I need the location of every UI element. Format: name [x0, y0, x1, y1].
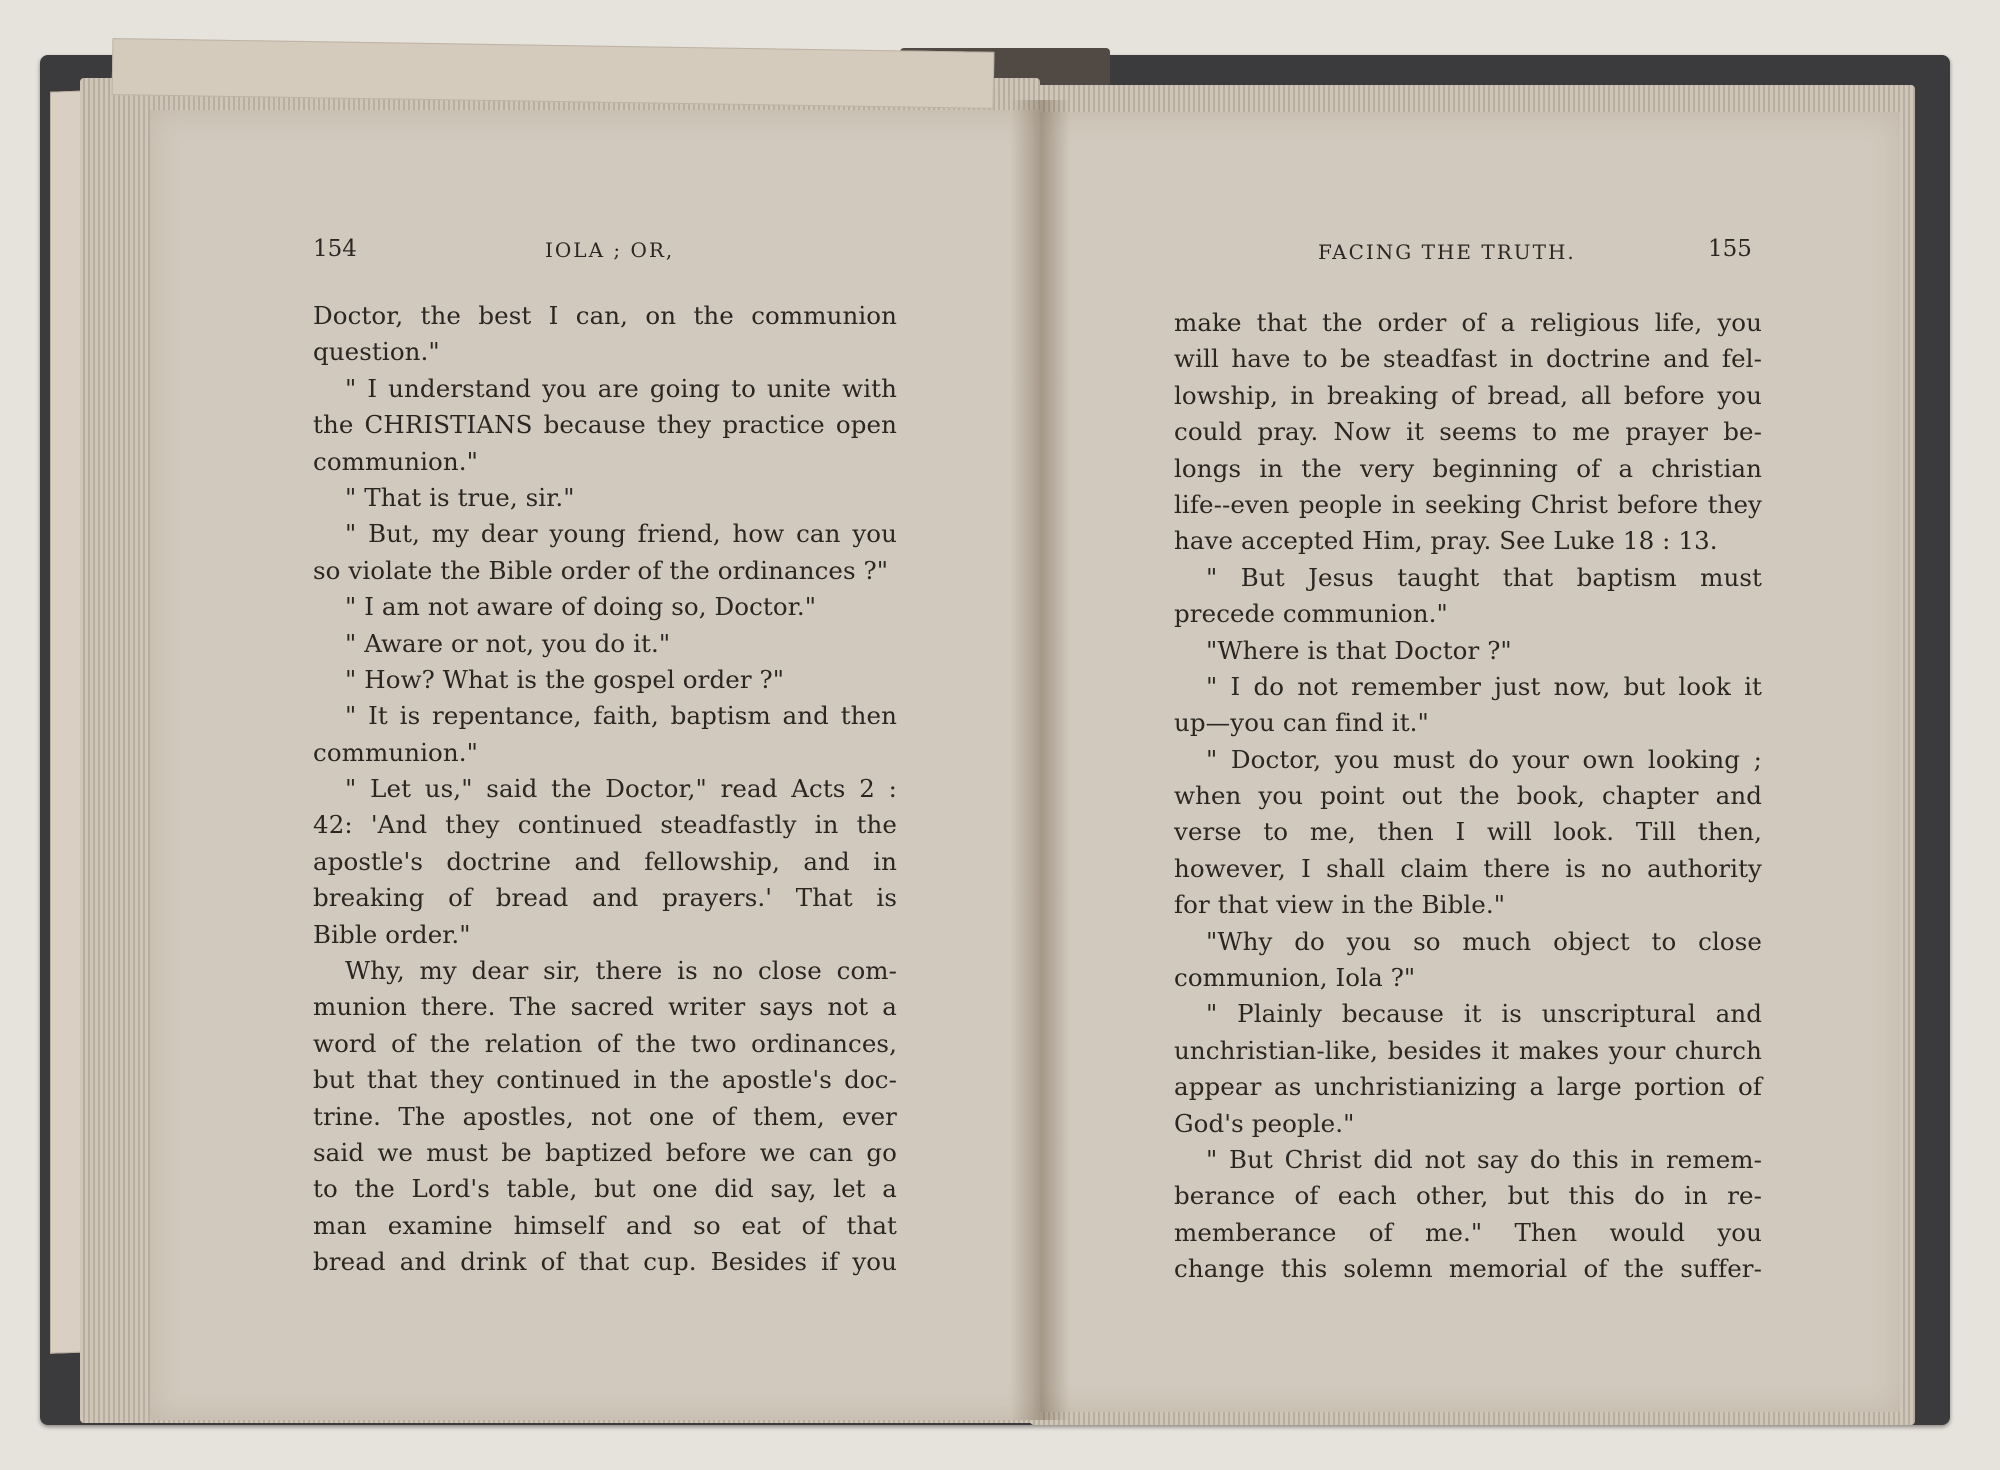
- text-line: Bible order.": [313, 919, 471, 949]
- text-line: verse to me, then I will look. Till then,: [1174, 817, 1762, 847]
- book-gutter: [1010, 100, 1070, 1420]
- text-line: up—you can find it.": [1174, 708, 1429, 738]
- left-page-number: 154: [313, 236, 357, 262]
- text-line: 42: 'And they continued steadfastly in the: [313, 810, 897, 840]
- text-line: God's people.": [1174, 1108, 1355, 1138]
- text-line: when you point out the book, chapter and: [1174, 781, 1762, 811]
- text-line: " It is repentance, faith, baptism and then: [345, 701, 897, 731]
- text-line: for that view in the Bible.": [1174, 890, 1506, 920]
- right-running-head: FACING THE TRUTH.: [1318, 240, 1576, 264]
- text-line: " Let us," said the Doctor," read Acts 2 :: [345, 774, 897, 804]
- text-line: Doctor, the best I can, on the communion: [313, 301, 897, 330]
- text-line: change this solemn memorial of the suffer-: [1174, 1254, 1762, 1284]
- text-line: "Why do you so much object to close: [1206, 926, 1762, 956]
- left-running-head: IOLA ; OR,: [545, 238, 675, 262]
- text-line: "Where is that Doctor ?": [1206, 635, 1512, 665]
- text-line: bread and drink of that cup. Besides if you: [313, 1247, 897, 1277]
- right-page-number: 155: [1708, 236, 1752, 262]
- text-line: man examine himself and so eat of that: [313, 1210, 897, 1240]
- text-line: communion, Iola ?": [1174, 963, 1416, 993]
- text-line: " Plainly because it is unscriptural and: [1206, 999, 1762, 1029]
- text-line: but that they continued in the apostle's doc-: [313, 1065, 897, 1095]
- text-line: apostle's doctrine and fellowship, and in: [313, 846, 897, 876]
- text-line: to the Lord's table, but one did say, let a: [313, 1174, 897, 1204]
- text-line: however, I shall claim there is no authority: [1174, 853, 1762, 883]
- text-line: berance of each other, but this do in re-: [1174, 1181, 1762, 1211]
- text-line: " But, my dear young friend, how can you: [345, 519, 897, 549]
- text-line: " I am not aware of doing so, Doctor.": [345, 592, 817, 622]
- text-line: munion there. The sacred writer says not a: [313, 992, 897, 1022]
- text-line: precede communion.": [1174, 599, 1448, 629]
- text-line: make that the order of a religious life, you: [1174, 308, 1762, 337]
- text-line: breaking of bread and prayers.' That is: [313, 883, 897, 913]
- text-line: unchristian-like, besides it makes your church: [1174, 1035, 1762, 1065]
- text-line: have accepted Him, pray. See Luke 18 : 13.: [1174, 526, 1718, 556]
- text-line: longs in the very beginning of a christian: [1174, 453, 1762, 483]
- text-line: appear as unchristianizing a large portion of: [1174, 1072, 1762, 1102]
- text-line: " I understand you are going to unite with: [345, 373, 897, 403]
- left-page-text: [313, 298, 897, 1281]
- text-line: memberance of me." Then would you: [1174, 1217, 1762, 1247]
- text-line: " How? What is the gospel order ?": [345, 664, 785, 694]
- text-line: " I do not remember just now, but look it: [1206, 671, 1762, 701]
- right-page-text: [1174, 305, 1762, 1288]
- text-line: trine. The apostles, not one of them, ever: [313, 1101, 897, 1131]
- text-line: " Aware or not, you do it.": [345, 628, 671, 658]
- text-line: could pray. Now it seems to me prayer be-: [1174, 417, 1762, 447]
- text-line: question.": [313, 337, 440, 367]
- text-line: word of the relation of the two ordinances,: [313, 1028, 897, 1058]
- text-line: will have to be steadfast in doctrine and fel-: [1174, 344, 1762, 374]
- text-line: lowship, in breaking of bread, all before you: [1174, 380, 1762, 410]
- text-line: " That is true, sir.": [345, 482, 575, 512]
- text-line: so violate the Bible order of the ordinances ?": [313, 555, 889, 585]
- text-line: Why, my dear sir, there is no close com-: [345, 956, 897, 986]
- text-line: life--even people in seeking Christ before they: [1174, 489, 1762, 519]
- text-line: " Doctor, you must do your own looking ;: [1206, 744, 1762, 774]
- text-line: " But Christ did not say do this in remem-: [1206, 1144, 1762, 1174]
- text-line: communion.": [313, 737, 479, 767]
- text-line: " But Jesus taught that baptism must: [1206, 562, 1762, 592]
- text-line: communion.": [313, 446, 479, 476]
- text-line: the CHRISTIANS because they practice open: [313, 410, 897, 440]
- text-line: said we must be baptized before we can go: [313, 1137, 897, 1167]
